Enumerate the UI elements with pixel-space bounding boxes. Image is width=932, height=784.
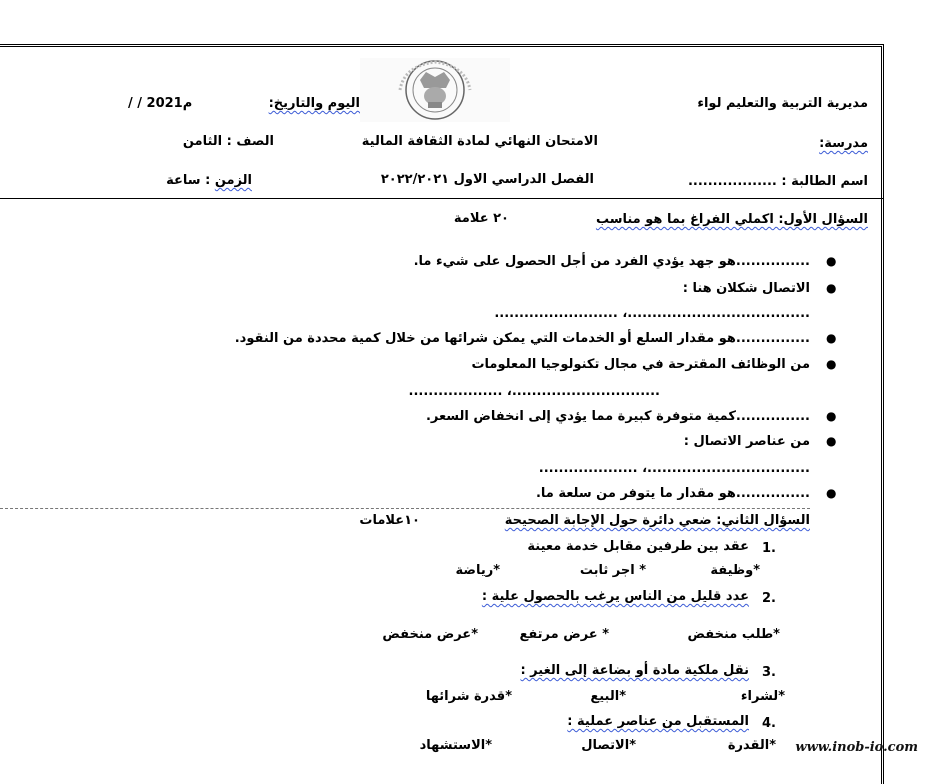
bullet-3: ● bbox=[826, 331, 837, 345]
q2-1-option-b: * اجر ثابت bbox=[579, 563, 646, 578]
q1-item-6: من عناصر الاتصال : bbox=[683, 434, 810, 449]
q2-4-option-a: *القدرة bbox=[727, 738, 776, 753]
q2-2-option-a: *طلب منخفض bbox=[687, 627, 780, 642]
q1-item-2-blank: .....................................، ......................... bbox=[494, 306, 810, 321]
bullet-2: ● bbox=[826, 281, 837, 295]
bullet-7: ● bbox=[826, 486, 837, 500]
q2-1-option-c: *رياضة bbox=[455, 563, 500, 578]
q1-marks: ٢٠ علامة bbox=[453, 211, 509, 226]
q2-4-option-c: *الاستشهاد bbox=[419, 738, 492, 753]
time-label: الزمن bbox=[214, 173, 252, 188]
q1-title: السؤال الأول: اكملي الفراغ بما هو مناسب bbox=[595, 212, 868, 227]
q1-item-4-blank: ..............................، ................... bbox=[408, 384, 660, 399]
q2-3-number: 3. bbox=[762, 665, 776, 680]
q1-item-1: ...............هو جهد يؤدي الفرد من أجل الحصول على شيء ما. bbox=[413, 254, 810, 269]
q2-4-number: 4. bbox=[762, 716, 776, 731]
q2-1-text: عقد بين طرفين مقابل خدمة معينة bbox=[527, 539, 749, 554]
school-label: مدرسة: bbox=[819, 136, 868, 151]
q1-item-5: ...............كمية متوفرة كبيرة مما يؤدي إلى انخفاض السعر. bbox=[425, 409, 810, 424]
bullet-4: ● bbox=[826, 357, 837, 371]
q2-2-text: عدد قليل من الناس يرغب بالحصول علية : bbox=[481, 589, 749, 604]
site-watermark: www.inob-io.com bbox=[795, 740, 918, 755]
exam-title: الامتحان النهائي لمادة الثقافة المالية bbox=[361, 134, 598, 149]
q2-2-option-c: *عرض منخفض bbox=[382, 627, 478, 642]
student-name-field: اسم الطالبة : .................. bbox=[687, 174, 868, 189]
semester: الفصل الدراسي الاول ٢٠٢٢/٢٠٢١ bbox=[380, 172, 594, 187]
header-divider bbox=[0, 198, 884, 199]
q1-item-6-blank: .................................، .................... bbox=[538, 461, 810, 476]
q2-2-option-b: * عرض مرتفع bbox=[519, 627, 609, 642]
q1-item-4: من الوظائف المقترحة في مجال تكنولوجيا المعلومات bbox=[471, 357, 810, 372]
q2-4-option-b: *الاتصال bbox=[581, 738, 636, 753]
q2-3-option-a: *لشراء bbox=[740, 689, 785, 704]
q2-3-text: نقل ملكية مادة أو بضاعة إلى الغير : bbox=[520, 663, 749, 678]
section-divider bbox=[0, 508, 810, 509]
q2-4-text: المستقبل من عناصر عملية : bbox=[567, 714, 749, 729]
q2-title: السؤال الثاني: ضعي دائرة حول الإجابة الصحيحة bbox=[504, 513, 810, 528]
q2-2-number: 2. bbox=[762, 591, 776, 606]
q2-1-option-a: *وظيفة bbox=[710, 563, 760, 578]
bullet-1: ● bbox=[826, 254, 837, 268]
directorate: مديرية التربية والتعليم لواء bbox=[697, 96, 868, 111]
q1-item-3: ...............هو مقدار السلع أو الخدمات التي يمكن شرائها من خلال كمية محددة من النقود. bbox=[234, 331, 810, 346]
q2-1-number: 1. bbox=[762, 541, 776, 556]
q1-item-2: الاتصال شكلان هنا : bbox=[682, 281, 810, 296]
bullet-5: ● bbox=[826, 409, 837, 423]
q1-item-7: ...............هو مقدار ما يتوفر من سلعة ما. bbox=[535, 486, 810, 501]
date-value: / / 2021م bbox=[128, 96, 193, 111]
q2-marks: ١٠علامات bbox=[359, 513, 420, 528]
time-value: : ساعة bbox=[166, 173, 211, 188]
bullet-6: ● bbox=[826, 434, 837, 448]
q2-3-option-b: *البيع bbox=[590, 689, 626, 704]
date-label: اليوم والتاريخ: bbox=[268, 96, 360, 111]
ministry-emblem-icon bbox=[360, 58, 510, 122]
q2-3-option-c: *قدرة شرائها bbox=[425, 689, 512, 704]
grade: الصف : الثامن bbox=[182, 134, 274, 149]
